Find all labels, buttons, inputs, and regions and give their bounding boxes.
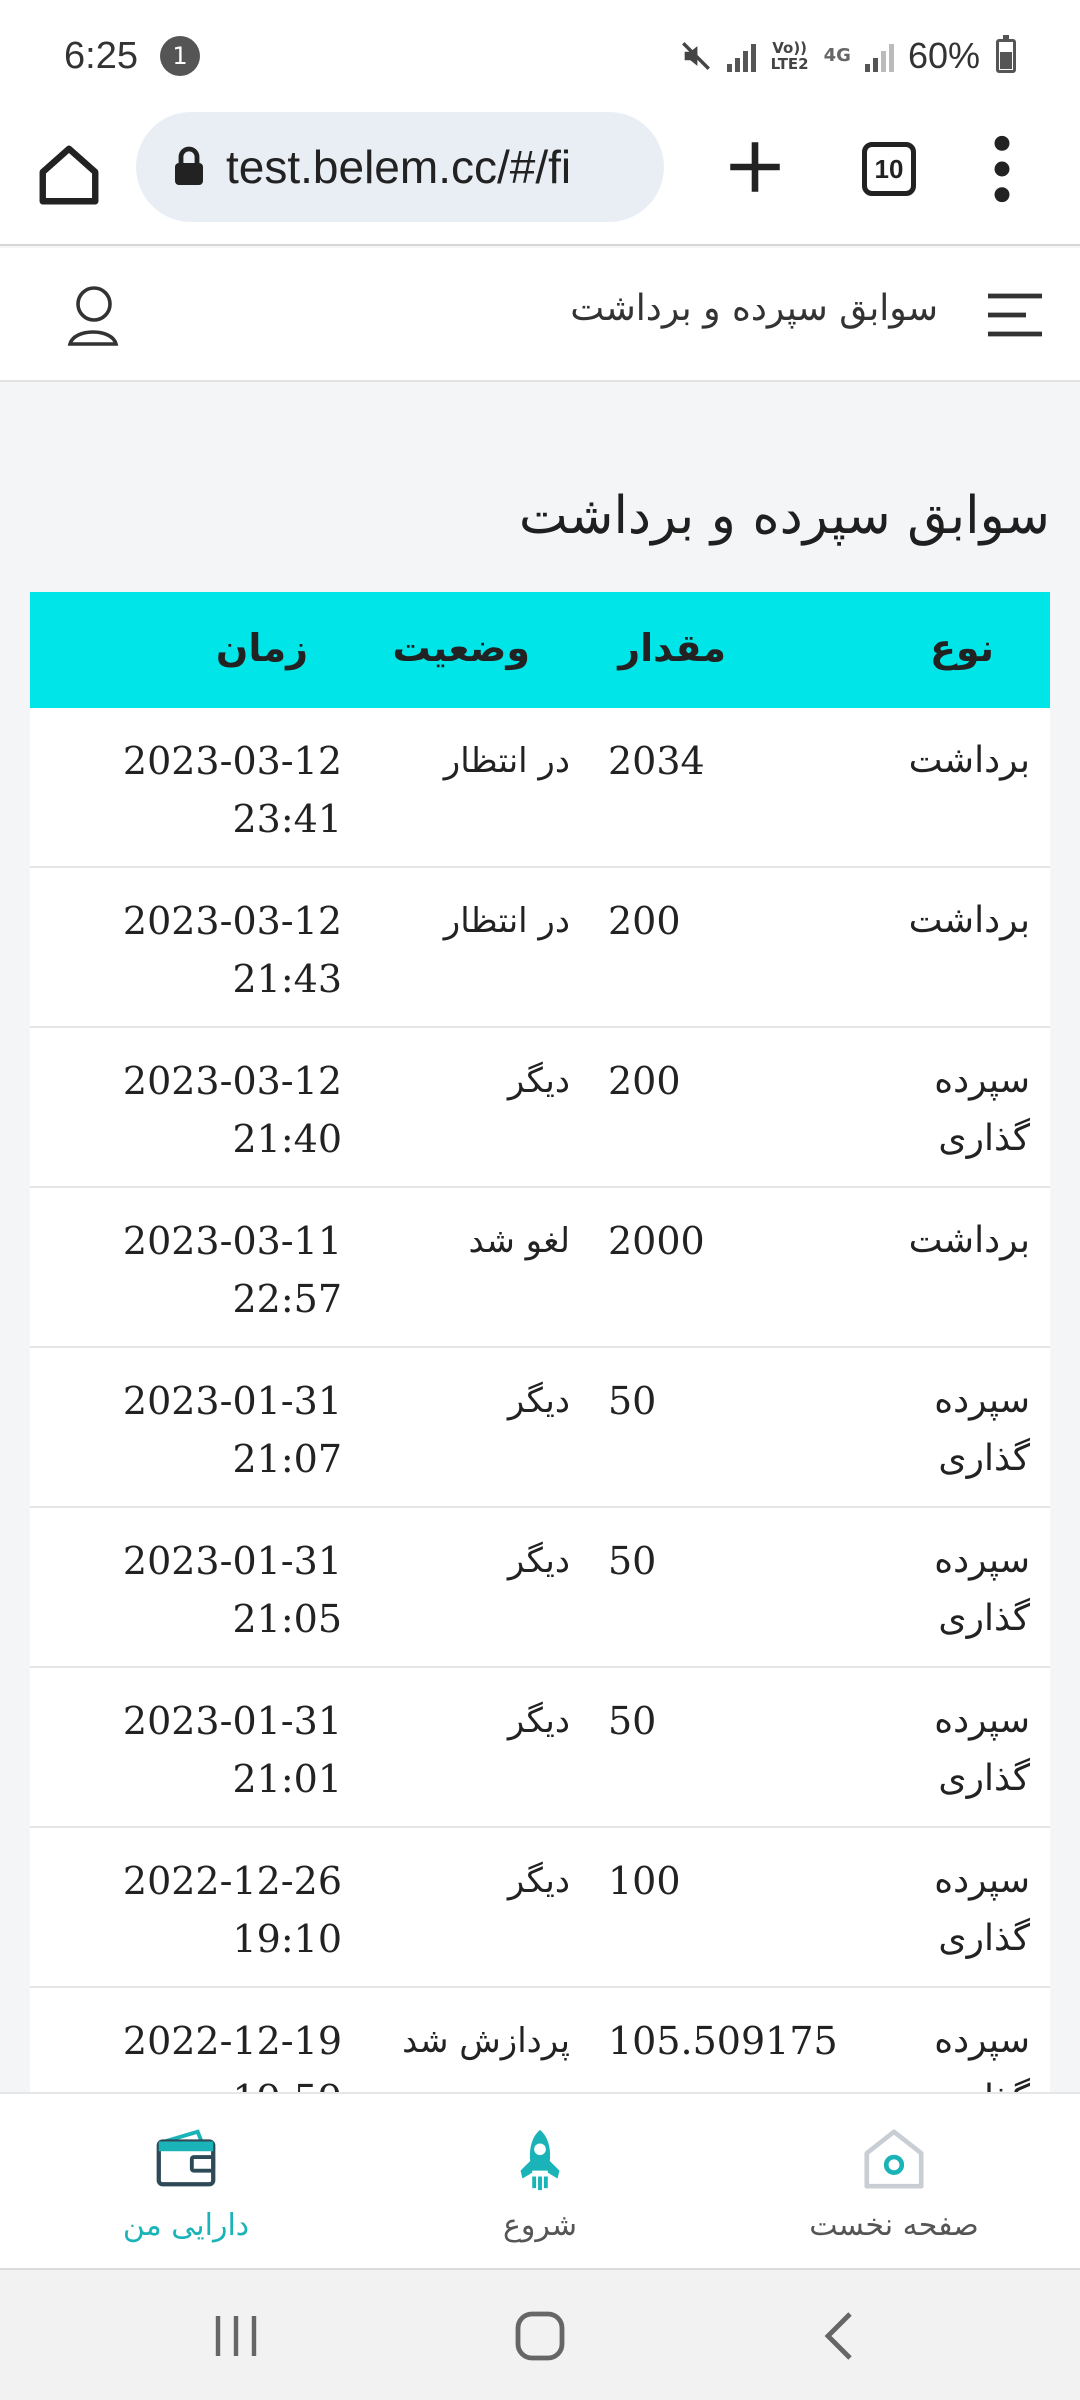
volte-indicator: Vo)) LTE2 (770, 39, 809, 73)
recent-apps-icon[interactable] (206, 2306, 266, 2366)
system-nav-bar (0, 2268, 1080, 2400)
cell-date: 2022-12-19 (122, 2019, 342, 2063)
cell-time (123, 1212, 342, 1328)
cell-type: سپرده گذاری (934, 1700, 1030, 1799)
cell-status: دیگر (507, 1861, 570, 1901)
nav-label: شروع (502, 2208, 578, 2243)
cell-date: 2023-01-31 (122, 1539, 342, 1583)
column-header-type: نوع (929, 626, 994, 670)
cell-clock: 22:57 (232, 1277, 342, 1321)
home-icon (859, 2124, 929, 2194)
cell-time (123, 1532, 342, 1648)
table-row (30, 1188, 1050, 1348)
hamburger-menu-icon[interactable] (986, 290, 1044, 340)
table-row (30, 868, 1050, 1028)
cell-amount: 2034 (608, 739, 705, 783)
status-bar (0, 0, 1080, 112)
table-header (30, 592, 1050, 708)
header-title: سوابق سپرده و برداشت (570, 288, 938, 329)
wallet-icon (151, 2124, 221, 2194)
tab-count: 10 (874, 153, 904, 184)
url-bar[interactable] (136, 112, 664, 222)
table-row (30, 708, 1050, 868)
signal-secondary-icon (865, 40, 894, 72)
cell-type: سپرده گذاری (934, 1060, 1030, 1159)
browser-toolbar (0, 112, 1080, 246)
cell-amount: 105.509175 (608, 2019, 838, 2063)
status-right (679, 35, 1016, 77)
status-left (64, 35, 200, 78)
cell-status: لغو شد (468, 1221, 570, 1261)
history-table (30, 592, 1050, 2092)
network-type-indicator: 4G (823, 45, 851, 66)
cell-clock: 23:41 (232, 797, 342, 841)
cell-type: سپرده گذاری (934, 1540, 1030, 1639)
cell-clock: 21:07 (232, 1437, 342, 1481)
notification-count-badge: 1 (160, 36, 200, 76)
cell-date: 2023-03-12 (122, 899, 342, 943)
cell-type: برداشت (908, 740, 1030, 781)
column-header-time: زمان (215, 626, 308, 670)
cell-type: سپرده گذاری (934, 1380, 1030, 1479)
cell-clock: 21:01 (232, 1757, 342, 1801)
cell-clock: 21:40 (232, 1117, 342, 1161)
nav-label: صفحه نخست (809, 2208, 979, 2243)
rocket-icon (505, 2124, 575, 2194)
cell-amount: 50 (608, 1699, 657, 1743)
battery-icon (996, 39, 1016, 73)
table-row (30, 1668, 1050, 1828)
table-row (30, 1348, 1050, 1508)
cell-time (123, 1692, 342, 1808)
table-row (30, 1508, 1050, 1668)
cell-status: دیگر (507, 1061, 570, 1101)
table-row (30, 1028, 1050, 1188)
cell-status: دیگر (507, 1381, 570, 1421)
url-text: test.belem.cc/#/fi (226, 141, 572, 193)
battery-percent: 60% (907, 35, 980, 76)
cell-clock: 21:43 (232, 957, 342, 1001)
cell-type: سپرده (934, 2020, 1030, 2061)
cell-clock: 21:05 (232, 1597, 342, 1641)
home-icon[interactable] (34, 140, 104, 210)
page-title: سوابق سپرده و برداشت (518, 486, 1050, 546)
back-icon[interactable] (810, 2306, 870, 2366)
more-vert-icon[interactable] (984, 134, 1020, 204)
cell-type: سپرده گذاری (934, 1860, 1030, 1959)
cell-date: 2023-03-12 (122, 739, 342, 783)
table-row (30, 1828, 1050, 1988)
plus-icon[interactable] (722, 134, 788, 200)
cell-time (123, 1372, 342, 1488)
cell-time (123, 732, 342, 848)
cell-amount: 200 (608, 1059, 681, 1103)
cell-date: 2023-01-31 (122, 1379, 342, 1423)
cell-status: در انتظار (443, 741, 570, 781)
cell-type: برداشت (908, 1220, 1030, 1261)
cell-date: 2023-01-31 (122, 1699, 342, 1743)
bottom-nav (0, 2092, 1080, 2268)
tab-switcher-icon[interactable] (862, 142, 916, 196)
signal-icon (727, 40, 756, 72)
nav-label: دارایی من (122, 2208, 250, 2243)
nav-item-my-assets[interactable] (36, 2094, 336, 2270)
nav-item-start[interactable] (390, 2094, 690, 2270)
cell-time (123, 1852, 342, 1968)
cell-amount: 50 (608, 1539, 657, 1583)
cell-type: برداشت (908, 900, 1030, 941)
column-header-amount: مقدار (618, 626, 726, 670)
cell-status: دیگر (507, 1701, 570, 1741)
column-header-status: وضعیت (392, 626, 530, 670)
cell-amount: 2000 (608, 1219, 705, 1263)
battery-level-fill (1000, 52, 1012, 69)
cell-status: دیگر (507, 1541, 570, 1581)
lock-icon (172, 147, 206, 187)
nav-item-home[interactable] (744, 2094, 1044, 2270)
status-time: 6:25 (64, 34, 138, 77)
cell-amount: 50 (608, 1379, 657, 1423)
cell-time (123, 892, 342, 1008)
cell-date: 2023-03-11 (122, 1219, 342, 1263)
table-body (30, 708, 1050, 2148)
cell-amount: 100 (608, 1859, 681, 1903)
home-button-icon[interactable] (510, 2306, 570, 2366)
app-header (0, 248, 1080, 382)
cell-date: 2022-12-26 (122, 1859, 342, 1903)
cell-date: 2023-03-12 (122, 1059, 342, 1103)
cell-status: در انتظار (443, 901, 570, 941)
cell-clock: 19:10 (232, 1917, 342, 1961)
user-icon[interactable] (66, 284, 120, 348)
cell-status: پردازش شد (402, 2021, 570, 2061)
cell-amount: 200 (608, 899, 681, 943)
cell-time (123, 1052, 342, 1168)
mute-icon (679, 39, 713, 73)
